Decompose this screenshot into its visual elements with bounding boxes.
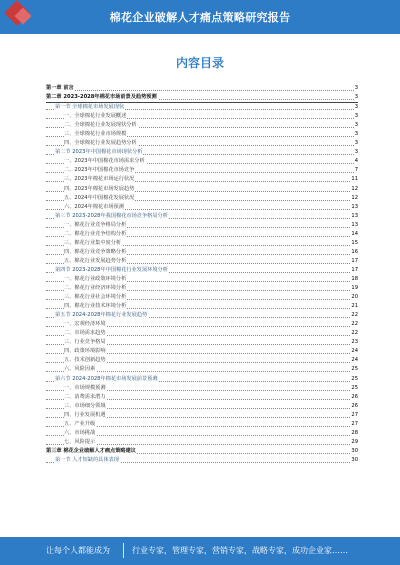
toc-entry[interactable]: [46, 456, 358, 465]
header-bar: [0, 0, 400, 34]
toc-entry[interactable]: [46, 266, 358, 275]
toc-entry-page: 3: [354, 139, 358, 148]
toc-entry[interactable]: [46, 284, 358, 293]
toc-entry-page: 26: [350, 393, 358, 402]
toc-entry[interactable]: [46, 166, 358, 175]
toc-entry-label: 第二章 2023-2028年棉花市场前景及趋势预测: [46, 93, 158, 102]
toc-entry[interactable]: [46, 447, 358, 456]
toc-entry-label: 三、棉花行业集中度分析: [64, 239, 122, 248]
toc-entry-page: 28: [350, 429, 358, 438]
toc-entry-label: 五、技术创新趋势: [64, 356, 107, 365]
toc-entry-label: 第二节 2023年中国棉花市场现状分析: [55, 148, 143, 157]
footer-bar: [0, 537, 400, 565]
toc-entry-page: 11: [350, 175, 358, 184]
toc-entry-page: 21: [350, 302, 358, 311]
toc-entry-label: 二、棉花行业竞争结构分析: [64, 230, 127, 239]
toc-entry[interactable]: [46, 275, 358, 284]
toc-entry[interactable]: [46, 112, 358, 121]
toc-entry[interactable]: [46, 384, 358, 393]
toc-entry-label: 第三节 2023-2028年我国棉花市场竞争格局分析: [55, 212, 169, 221]
toc-entry-page: 25: [350, 375, 358, 384]
toc-entry-page: 13: [350, 203, 358, 212]
toc-entry-label: 第三章 棉花企业破解人才痛点策略建议: [46, 447, 137, 456]
toc-entry-page: 22: [350, 329, 358, 338]
toc-entry-page: 22: [350, 311, 358, 320]
toc-entry-page: 24: [350, 356, 358, 365]
toc-entry[interactable]: [46, 103, 358, 112]
toc-entry-label: 五、产业升级: [64, 420, 96, 429]
toc-entry-label: 四、行业发展机遇: [64, 411, 107, 420]
toc-entry-label: 三、行业竞争格局: [64, 338, 107, 347]
toc-entry-page: 3: [354, 130, 358, 139]
toc-entry-label: 三、市场细分领域: [64, 402, 107, 411]
toc-entry-label: 一、市场规模预测: [64, 384, 107, 393]
toc-entry-label: 第一节 人才短缺的具体表现: [55, 456, 120, 465]
toc-entry-label: 一、2023年中国棉花市场需求分析: [64, 157, 146, 166]
toc-entry-label: 二、2023年中国棉花市场竞争: [64, 166, 135, 175]
toc-entry-page: 17: [350, 266, 358, 275]
table-of-contents: [46, 84, 358, 465]
toc-entry-page: 30: [350, 447, 358, 456]
toc-entry-page: 3: [354, 103, 358, 112]
report-title: 棉花企业破解人才痛点策略研究报告: [109, 11, 291, 24]
toc-entry-label: 六、市场挑战: [64, 429, 96, 438]
toc-entry[interactable]: [46, 221, 358, 230]
toc-entry-label: 三、全球棉花行业市场规模: [64, 130, 127, 139]
toc-entry[interactable]: [46, 329, 358, 338]
toc-entry-page: 3: [354, 112, 358, 121]
toc-entry-page: 15: [350, 239, 358, 248]
toc-entry-page: 12: [350, 194, 358, 203]
toc-entry-page: 3: [354, 148, 358, 157]
toc-entry[interactable]: [46, 121, 358, 130]
toc-entry-label: 六、风险因素: [64, 365, 96, 374]
toc-entry[interactable]: [46, 194, 358, 203]
toc-entry-label: 第六节 2024-2028年棉花市场发展前景预测: [55, 375, 159, 384]
toc-entry[interactable]: [46, 420, 358, 429]
toc-entry-label: 五、棉花行业发展趋势分析: [64, 257, 127, 266]
toc-entry[interactable]: [46, 185, 358, 194]
toc-entry[interactable]: [46, 157, 358, 166]
toc-entry[interactable]: [46, 203, 358, 212]
footer-divider: [123, 543, 124, 558]
toc-entry[interactable]: [46, 347, 358, 356]
toc-entry-label: 四、棉花行业竞争策略分析: [64, 248, 127, 257]
toc-entry-label: 四、全球棉花行业发展趋势分析: [64, 139, 138, 148]
toc-entry-page: 20: [350, 293, 358, 302]
toc-entry-page: 7: [354, 166, 358, 175]
toc-entry[interactable]: [46, 411, 358, 420]
toc-entry[interactable]: [46, 375, 358, 384]
toc-entry-label: 第四节 2023-2028年中国棉花行业发展环境分析: [55, 266, 169, 275]
toc-entry-label: 一、棉花行业竞争格局分析: [64, 221, 127, 230]
toc-entry-label: 四、政策环境影响: [64, 347, 107, 356]
toc-entry[interactable]: [46, 130, 358, 139]
toc-entry-label: 五、2024年中国棉花发展状况: [64, 194, 135, 203]
toc-entry-page: 12: [350, 185, 358, 194]
toc-entry-label: 三、棉花行业社会环境分析: [64, 293, 127, 302]
toc-entry-label: 二、全球棉花行业发展现状分析: [64, 121, 138, 130]
toc-entry-label: 六、2024年棉花市场预测: [64, 203, 125, 212]
toc-leader-dots: [46, 90, 358, 91]
toc-entry-page: 4: [354, 157, 358, 166]
toc-entry-page: 27: [350, 411, 358, 420]
toc-entry[interactable]: [46, 248, 358, 257]
toc-entry-label: 一、棉花行业政策环境分析: [64, 275, 127, 284]
toc-entry-page: 26: [350, 402, 358, 411]
toc-entry-label: 二、消费需求潜力: [64, 393, 107, 402]
toc-entry-page: 24: [350, 347, 358, 356]
footer-tagline: 行业专家，管理专家，营销专家，战略专家，成功企业家……: [132, 546, 348, 555]
toc-entry-label: 四、2023年棉花市场发展趋势: [64, 185, 135, 194]
toc-entry[interactable]: [46, 402, 358, 411]
toc-entry[interactable]: [46, 320, 358, 329]
toc-entry[interactable]: [46, 356, 358, 365]
toc-entry-page: 25: [350, 365, 358, 374]
toc-entry[interactable]: [46, 239, 358, 248]
toc-entry-label: 二、棉花行业经济环境分析: [64, 284, 127, 293]
toc-entry-label: 四、棉花行业技术环境分析: [64, 302, 127, 311]
toc-heading: 内容目录: [175, 56, 224, 70]
toc-entry-page: 18: [350, 275, 358, 284]
toc-entry-label: 第五节 2024-2028年棉花行业发展趋势: [55, 311, 148, 320]
toc-entry[interactable]: [46, 257, 358, 266]
toc-entry[interactable]: [46, 93, 358, 103]
toc-entry-label: 一、宏观经济环境: [64, 320, 107, 329]
toc-entry-label: 第一节 全球棉花市场发展现状: [55, 103, 125, 112]
toc-entry[interactable]: [46, 139, 358, 148]
toc-entry-page: 13: [350, 221, 358, 230]
toc-entry[interactable]: [46, 230, 358, 239]
toc-entry-page: 14: [350, 230, 358, 239]
toc-entry[interactable]: [46, 84, 358, 93]
toc-entry[interactable]: [46, 393, 358, 402]
toc-entry-page: 30: [350, 456, 358, 465]
toc-entry[interactable]: [46, 429, 358, 438]
toc-entry-label: 一、全球棉花行业发展概述: [64, 112, 127, 121]
toc-entry[interactable]: [46, 212, 358, 221]
toc-entry[interactable]: [46, 293, 358, 302]
toc-entry-page: 16: [350, 248, 358, 257]
toc-entry[interactable]: [46, 175, 358, 184]
toc-entry-page: 27: [350, 420, 358, 429]
toc-entry-page: 22: [350, 320, 358, 329]
toc-entry-label: 第一章 前言: [46, 84, 75, 93]
toc-entry[interactable]: [46, 338, 358, 347]
toc-entry-label: 七、风险提示: [64, 438, 96, 447]
toc-entry-page: 23: [350, 338, 358, 347]
toc-entry-page: 13: [350, 212, 358, 221]
toc-entry[interactable]: [46, 311, 358, 320]
toc-entry-page: 3: [354, 121, 358, 130]
toc-entry-page: 19: [350, 284, 358, 293]
toc-entry-page: 29: [350, 438, 358, 447]
toc-entry-page: 25: [350, 384, 358, 393]
toc-entry[interactable]: [46, 148, 358, 157]
toc-entry[interactable]: [46, 302, 358, 311]
toc-entry-page: 3: [354, 84, 358, 93]
toc-entry-page: 17: [350, 257, 358, 266]
toc-entry[interactable]: [46, 438, 358, 447]
toc-entry-page: 3: [354, 93, 358, 102]
footer-slogan: 让每个人都能成为: [46, 546, 110, 555]
toc-entry-label: 二、市场需求趋势: [64, 329, 107, 338]
toc-entry-label: 三、2023年棉花市场运行状况: [64, 175, 135, 184]
toc-entry[interactable]: [46, 365, 358, 374]
